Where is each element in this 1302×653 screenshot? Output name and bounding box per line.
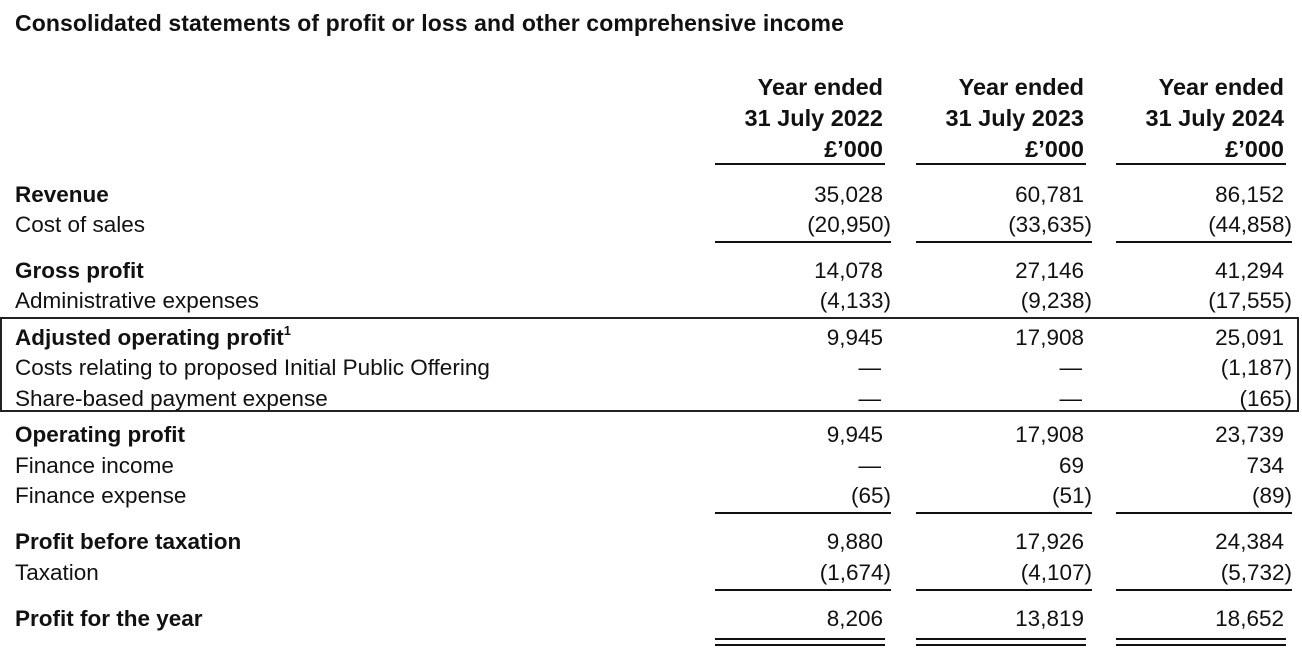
column-header-line1: Year ended [1158, 74, 1284, 100]
row-value-2023: 69 [1058, 453, 1084, 478]
column-header-line2: 31 July 2024 [1145, 105, 1284, 131]
column-header-line1: Year ended [757, 74, 883, 100]
row-value-2024: (17,555) [1208, 288, 1292, 313]
total-double-rule [715, 644, 885, 646]
row-label: Administrative expenses [15, 288, 259, 313]
row-label: Profit before taxation [15, 529, 242, 554]
row-value-2022: 9,945 [826, 422, 883, 447]
total-double-rule [916, 638, 1086, 640]
row-value-2022: — [858, 453, 881, 478]
table-row-cost-of-sales [0, 210, 1302, 240]
row-label: Taxation [15, 560, 99, 585]
subtotal-rule [715, 241, 891, 243]
table-row-finance-income [0, 451, 1302, 481]
row-value-2024: 24,384 [1215, 529, 1284, 554]
subtotal-rule [916, 512, 1092, 514]
table-row-administrative-expenses [0, 286, 1302, 316]
row-value-2024: (165) [1239, 386, 1292, 411]
table-row-revenue [0, 180, 1302, 210]
footnote-marker: 1 [283, 322, 291, 338]
subtotal-rule [1116, 589, 1292, 591]
row-value-2023: — [1059, 355, 1082, 380]
row-value-2024: 25,091 [1215, 325, 1284, 350]
row-value-2023: (33,635) [1008, 212, 1092, 237]
header-rule [715, 163, 885, 165]
subtotal-rule [916, 589, 1092, 591]
row-value-2023: 13,819 [1015, 606, 1084, 631]
row-value-2022: 35,028 [814, 182, 883, 207]
row-value-2022: — [858, 386, 881, 411]
column-header-2024 [1084, 72, 1284, 165]
row-value-2023: 27,146 [1015, 258, 1084, 283]
subtotal-rule [715, 589, 891, 591]
row-value-2024: 734 [1246, 453, 1284, 478]
header-rule [916, 163, 1086, 165]
row-value-2024: (89) [1251, 483, 1292, 508]
statement-title: Consolidated statements of profit or loss and other comprehensive income [15, 10, 844, 36]
row-value-2024: 86,152 [1215, 182, 1284, 207]
row-value-2022: (1,674) [819, 560, 891, 585]
row-value-2022: — [858, 355, 881, 380]
column-header-line1: Year ended [958, 74, 1084, 100]
subtotal-rule [715, 512, 891, 514]
row-value-2023: 60,781 [1015, 182, 1084, 207]
row-value-2024: 18,652 [1215, 606, 1284, 631]
row-value-2022: (4,133) [819, 288, 891, 313]
row-value-2023: (9,238) [1020, 288, 1092, 313]
row-label: Finance expense [15, 483, 187, 508]
row-label-text: Adjusted operating profit [15, 325, 284, 350]
table-row-adjusted-operating-profit [0, 323, 1302, 353]
table-row-finance-expense [0, 481, 1302, 511]
subtotal-rule [1116, 512, 1292, 514]
total-double-rule [916, 644, 1086, 646]
table-row-taxation [0, 558, 1302, 588]
row-value-2023: 17,926 [1015, 529, 1084, 554]
row-value-2022: (65) [850, 483, 891, 508]
table-row-profit-before-taxation [0, 527, 1302, 557]
row-value-2024: 23,739 [1215, 422, 1284, 447]
total-double-rule [715, 638, 885, 640]
subtotal-rule [916, 241, 1092, 243]
row-label: Gross profit [15, 258, 144, 283]
row-label: Profit for the year [15, 606, 203, 631]
table-row-ipo-costs [0, 353, 1302, 383]
table-row-profit-for-the-year [0, 604, 1302, 634]
row-value-2023: 17,908 [1015, 325, 1084, 350]
table-row-gross-profit [0, 256, 1302, 286]
row-label [15, 323, 291, 353]
row-label: Finance income [15, 453, 174, 478]
table-row-share-based-payment [0, 384, 1302, 414]
row-value-2024: (1,187) [1220, 355, 1292, 380]
row-value-2024: (44,858) [1208, 212, 1292, 237]
row-label: Cost of sales [15, 212, 146, 237]
row-value-2022: 14,078 [814, 258, 883, 283]
row-value-2022: 9,880 [826, 529, 883, 554]
row-value-2023: — [1059, 386, 1082, 411]
header-rule [1116, 163, 1286, 165]
column-header-2022 [683, 72, 883, 165]
row-value-2022: 8,206 [826, 606, 883, 631]
column-header-2023 [884, 72, 1084, 165]
row-label: Costs relating to proposed Initial Public Offering [15, 355, 490, 380]
row-label: Revenue [15, 182, 109, 207]
column-header-line2: 31 July 2023 [945, 105, 1084, 131]
column-header-line2: 31 July 2022 [744, 105, 883, 131]
row-value-2023: (4,107) [1020, 560, 1092, 585]
row-label: Share-based payment expense [15, 386, 328, 411]
row-label: Operating profit [15, 422, 185, 447]
column-header-unit: £’000 [1025, 136, 1084, 162]
subtotal-rule [1116, 241, 1292, 243]
column-header-unit: £’000 [1225, 136, 1284, 162]
row-value-2022: (20,950) [807, 212, 891, 237]
column-header-unit: £’000 [824, 136, 883, 162]
row-value-2023: (51) [1051, 483, 1092, 508]
row-value-2023: 17,908 [1015, 422, 1084, 447]
total-double-rule [1116, 644, 1286, 646]
table-row-operating-profit [0, 420, 1302, 450]
row-value-2022: 9,945 [826, 325, 883, 350]
total-double-rule [1116, 638, 1286, 640]
row-value-2024: 41,294 [1215, 258, 1284, 283]
row-value-2024: (5,732) [1220, 560, 1292, 585]
